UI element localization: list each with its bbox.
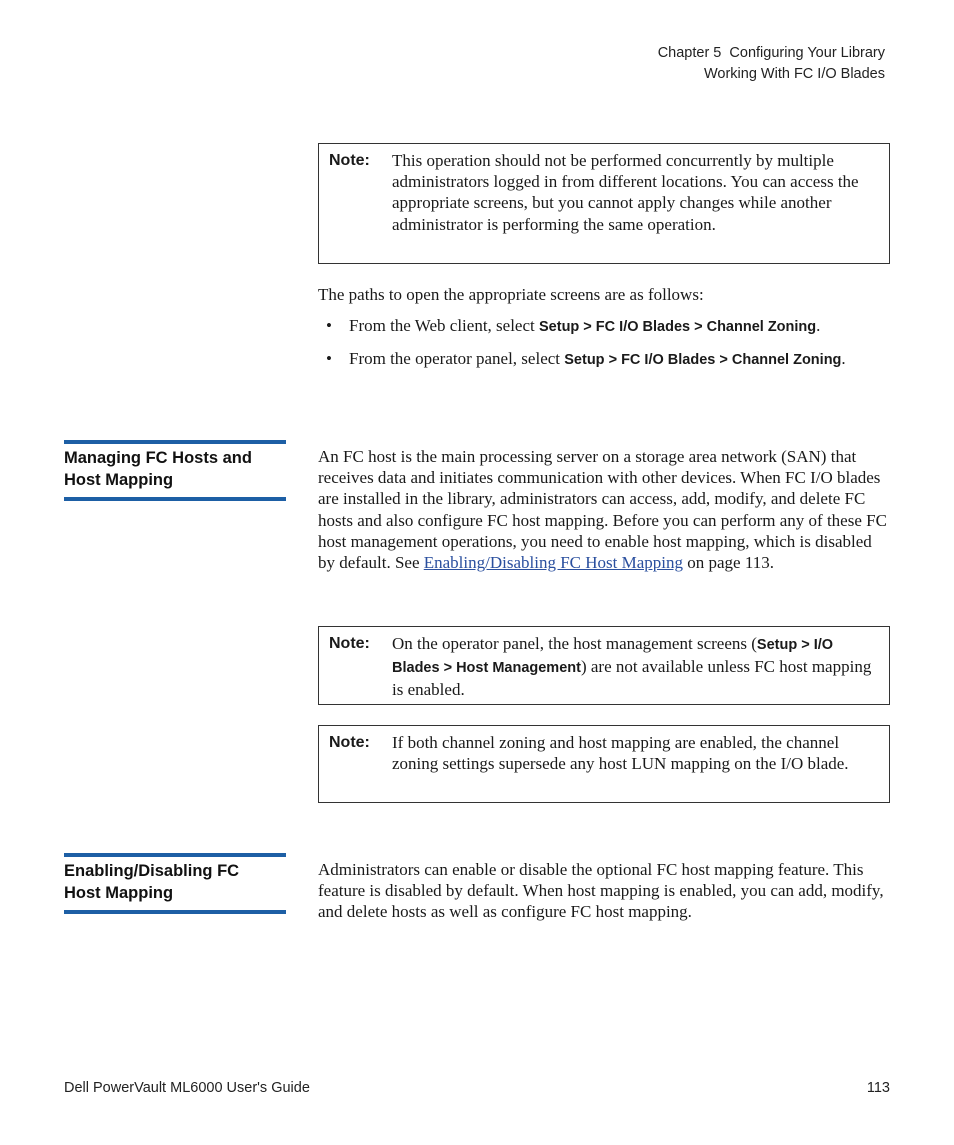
note-label: Note: <box>329 635 370 652</box>
note-text <box>392 633 879 701</box>
note-box-concurrency <box>318 143 890 264</box>
note-label: Note: <box>329 152 370 169</box>
page-number: 113 <box>866 1080 890 1096</box>
note-text: If both channel zoning and host mapping are enabled, the channel zoning settings supersede any host LUN mapping on the I/O blade. <box>392 733 849 774</box>
note-text: This operation should not be performed concurrently by multiple administrators logged in from different locations. You can access the appropriate screens, but you cannot apply changes while another administrator is performing the same operation. <box>392 151 859 234</box>
section-heading-enabling-host-mapping: Enabling/Disabling FC Host Mapping <box>64 853 286 914</box>
note-text-part: On the operator panel, the host management screens ( <box>392 634 757 653</box>
note-box-host-management <box>318 626 890 705</box>
section-heading-managing-fc-hosts: Managing FC Hosts and Host Mapping <box>64 440 286 501</box>
bullet-prefix: From the operator panel, select <box>349 349 565 369</box>
paths-intro: The paths to open the appropriate screens are as follows: <box>318 285 704 304</box>
menu-path: Setup > I/O Blades > Host Management <box>392 637 834 677</box>
chapter-title: Chapter 5 Configuring Your Library <box>657 45 885 61</box>
host-mapping-paragraph: Administrators can enable or disable the optional FC host mapping feature. This feature is disabled by default. When host mapping is enabled, you can add, modify, and delete hosts as well as configure FC host mapping. <box>318 860 884 922</box>
note-label: Note: <box>329 734 370 751</box>
path-list <box>318 315 890 381</box>
paragraph-text: on page 113. <box>683 553 774 573</box>
list-item <box>318 315 890 338</box>
menu-path: Setup > FC I/O Blades > Channel Zoning <box>564 352 842 369</box>
list-item <box>318 348 849 371</box>
bullet-prefix: From the Web client, select <box>349 316 539 335</box>
paragraph-text: An FC host is the main processing server on a storage area network (SAN) that receives data and initiates communication with other devices. When FC I/O blades are installed in the library, administrators can access, add, modify, and delete FC hosts and also configure FC host mapping. Before you can perform any of these FC host management operations, you need to enable host mapping, which is disabled by default. See <box>318 447 887 573</box>
menu-path: Setup > FC I/O Blades > Channel Zoning <box>539 319 817 335</box>
enabling-host-mapping-link[interactable]: Enabling/Disabling FC Host Mapping <box>423 553 683 573</box>
section-title: Working With FC I/O Blades <box>703 66 885 82</box>
fc-host-paragraph <box>318 446 890 573</box>
note-box-channel-zoning <box>318 725 890 803</box>
bullet-suffix: . <box>816 316 821 335</box>
note-text-part: ) are not available unless FC host mapping is enabled. <box>392 657 872 700</box>
bullet-suffix: . <box>841 349 846 369</box>
footer-title: Dell PowerVault ML6000 User's Guide <box>64 1080 310 1096</box>
running-header <box>658 43 885 85</box>
